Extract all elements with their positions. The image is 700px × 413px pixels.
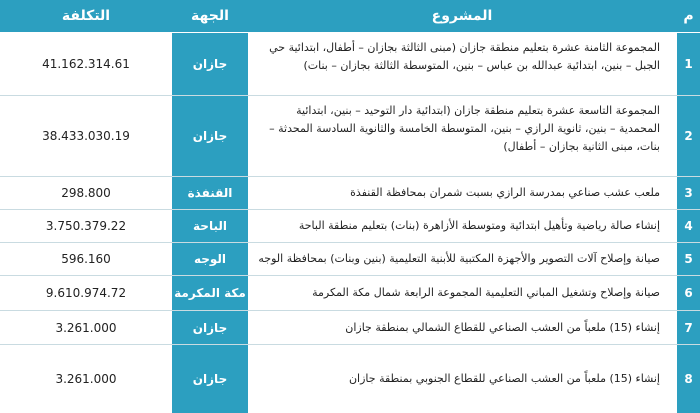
row-side: جازان <box>172 33 248 95</box>
header-num: م <box>683 8 694 24</box>
row-number: 3 <box>677 177 700 209</box>
row-cost: 3.750.379.22 <box>0 210 172 242</box>
row-side: الوجه <box>172 243 248 275</box>
table-row <box>0 210 700 242</box>
row-project: صيانة وإصلاح وتشغيل المباني التعليمية المجموعة الرابعة شمال مكة المكرمة <box>248 276 676 310</box>
row-project: إنشاء صالة رياضية وتأهيل ابتدائية ومتوسطة الأزاهرة (بنات) بتعليم منطقة الباحة <box>248 210 676 242</box>
row-number: 5 <box>677 243 700 275</box>
row-number: 1 <box>677 33 700 95</box>
table-header <box>0 0 700 32</box>
table-row <box>0 345 700 413</box>
table-row <box>0 33 700 95</box>
row-project: المجموعة الثامنة عشرة بتعليم منطقة جازان (مبنى الثالثة بجازان – أطفال، ابتدائية حي الجبل – بنين، ابتدائية عبدالله بن عباس – بنين، المتوسطة الثالثة بجازان – بنات) <box>248 33 676 95</box>
row-number: 7 <box>677 311 700 344</box>
row-cost: 3.261.000 <box>0 345 172 413</box>
table-row <box>0 96 700 176</box>
row-side: الباحة <box>172 210 248 242</box>
table-row <box>0 276 700 310</box>
row-project: إنشاء (15) ملعباً من العشب الصناعي للقطاع الشمالي بمنطقة جازان <box>248 311 676 344</box>
table-row <box>0 243 700 275</box>
row-number: 2 <box>677 96 700 176</box>
row-number: 8 <box>677 345 700 413</box>
header-cost: التكلفة <box>61 8 111 24</box>
row-cost: 298.800 <box>0 177 172 209</box>
row-side: مكة المكرمة <box>172 276 248 310</box>
header-side: الجهة <box>191 8 229 24</box>
header-project: المشروع <box>431 8 493 24</box>
row-cost: 3.261.000 <box>0 311 172 344</box>
row-cost: 38.433.030.19 <box>0 96 172 176</box>
row-cost: 41.162.314.61 <box>0 33 172 95</box>
row-side: جازان <box>172 345 248 413</box>
table-row <box>0 177 700 209</box>
row-number: 6 <box>677 276 700 310</box>
table-row <box>0 311 700 344</box>
row-side: القنفذة <box>172 177 248 209</box>
row-number: 4 <box>677 210 700 242</box>
row-cost: 596.160 <box>0 243 172 275</box>
row-side: جازان <box>172 311 248 344</box>
row-project: صيانة وإصلاح آلات التصوير والأجهزة المكتبية للأبنية التعليمية (بنين وبنات) بمحافظة الوجه <box>248 243 676 275</box>
row-project: المجموعة التاسعة عشرة بتعليم منطقة جازان (ابتدائية دار التوحيد – بنين، ابتدائية المحمدية – بنين، ثانوية الرازي – بنين، المتوسطة الخامسة والثانوية السادسة المحدثة – بنات، مبنى الثانية بجازان – أطفال) <box>248 96 676 176</box>
row-cost: 9.610.974.72 <box>0 276 172 310</box>
row-project: ملعب عشب صناعي بمدرسة الرازي بسبت شمران بمحافظة القنفذة <box>248 177 676 209</box>
row-side: جازان <box>172 96 248 176</box>
row-project: إنشاء (15) ملعباً من العشب الصناعي للقطاع الجنوبي بمنطقة جازان <box>248 345 676 413</box>
